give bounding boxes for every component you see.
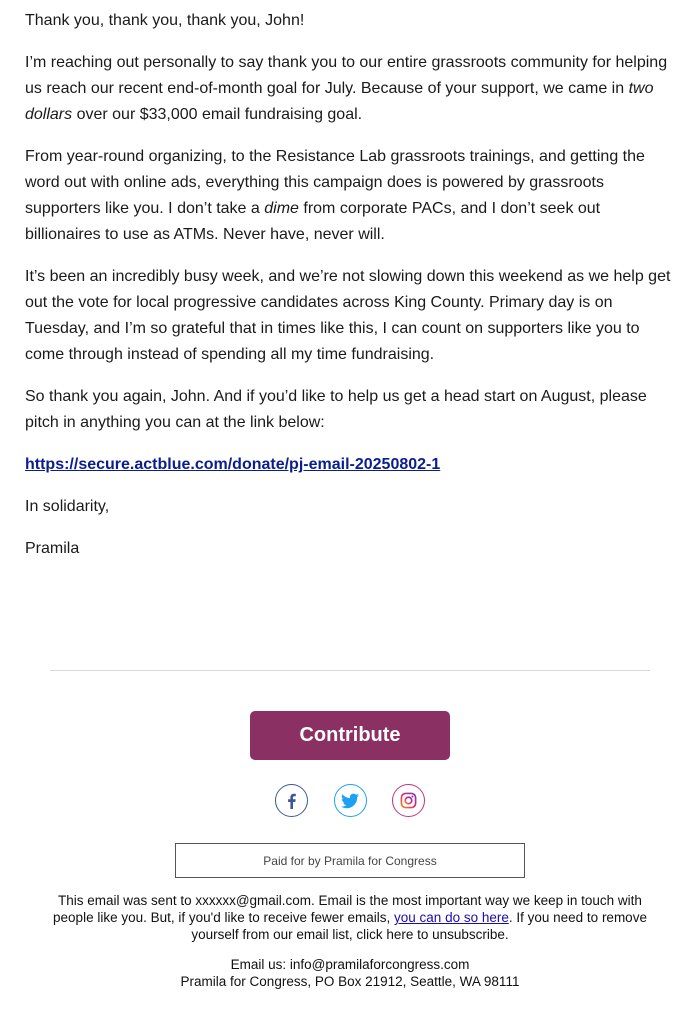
email-us: Email us: info@pramilaforcongress.com — [230, 957, 470, 972]
signature: Pramila — [25, 540, 80, 557]
paragraph-grassroots-text-b: from corporate PACs, and I don’t seek out billionaires to use as ATMs. Never have, never will. — [25, 200, 601, 243]
facebook-icon — [284, 793, 300, 809]
paragraph-goal-text-b: over our $33,000 email fundraising goal. — [72, 106, 363, 123]
paragraph-grassroots-emphasis: dime — [264, 200, 299, 217]
paragraph-goal-emphasis: two dollars — [25, 80, 654, 123]
footer-divider — [50, 670, 650, 671]
subscription-notice — [40, 892, 660, 943]
signoff: In solidarity, — [25, 498, 110, 515]
paragraph-grassroots — [25, 144, 675, 248]
instagram-link[interactable] — [392, 784, 425, 817]
twitter-icon — [341, 793, 359, 809]
donate-link[interactable]: https://secure.actblue.com/donate/pj-email-20250802-1 — [25, 456, 441, 473]
social-links — [275, 784, 425, 820]
subscription-notice-text-a: This email was sent to xxxxxx@gmail.com. Email is the most important way we keep in touch with people like you. But, if you'd like to receive fewer emails, — [53, 893, 642, 925]
paragraph-goal — [25, 50, 675, 128]
fewer-emails-link[interactable]: you can do so here — [394, 910, 509, 925]
subscription-notice-text-b: . If you need to remove yourself from our email list, click here to unsubscribe. — [191, 910, 647, 942]
mailing-address: Pramila for Congress, PO Box 21912, Seattle, WA 98111 — [180, 974, 520, 989]
twitter-link[interactable] — [334, 784, 367, 817]
donate-link-paragraph — [25, 452, 675, 478]
contribute-button[interactable]: Contribute — [250, 711, 450, 760]
paragraph-grassroots-text-a: From year-round organizing, to the Resistance Lab grassroots trainings, and getting the word out with online ads, everything this campaign does is powered by grassroots supporters like you. I don’t take a — [25, 148, 645, 217]
greeting: Thank you, thank you, thank you, John! — [25, 12, 305, 29]
paragraph-goal-text-a: I’m reaching out personally to say thank you to our entire grassroots community for helping us reach our recent end-of-month goal for July. Because of your support, we came in — [25, 54, 668, 97]
contact-info — [40, 956, 660, 990]
paragraph-ask: So thank you again, John. And if you’d like to help us get a head start on August, please pitch in anything you can at the link below: — [25, 388, 647, 431]
instagram-icon — [400, 792, 417, 809]
facebook-link[interactable] — [275, 784, 308, 817]
paid-for-disclaimer: Paid for by Pramila for Congress — [175, 843, 525, 878]
paragraph-busy-week: It’s been an incredibly busy week, and we’re not slowing down this weekend as we help get out the vote for local progressive candidates across King County. Primary day is on Tuesday, and I’m so grateful that in times like this, I can count on supporters like you to come through instead of spending all my time fundraising. — [25, 268, 671, 363]
